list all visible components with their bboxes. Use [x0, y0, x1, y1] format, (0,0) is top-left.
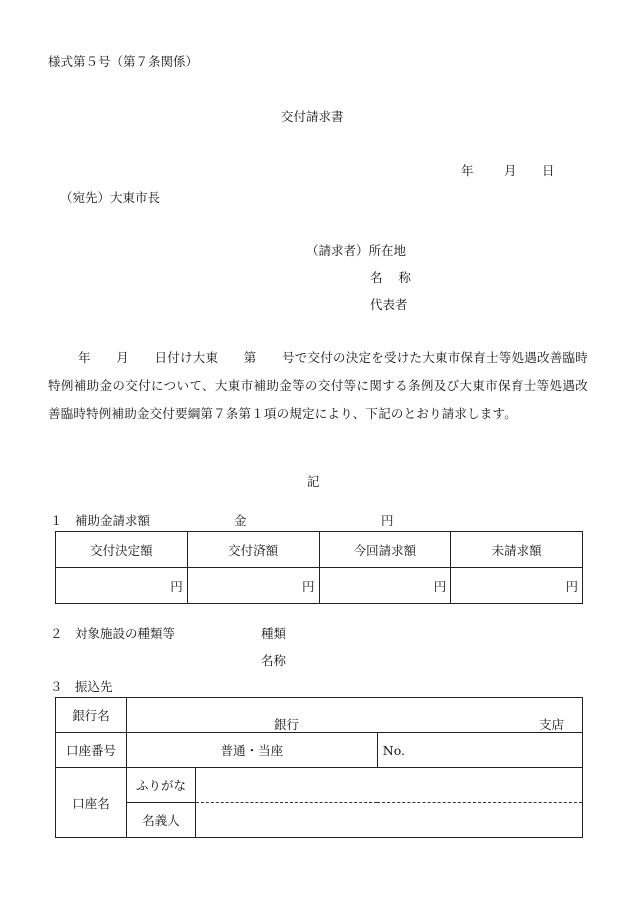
- addressee: （宛先）大東市長: [60, 190, 161, 205]
- bank-name-label: 銀行名: [56, 698, 127, 733]
- account-number-label: 口座番号: [56, 733, 127, 768]
- cell-unrequested[interactable]: 円: [451, 568, 583, 604]
- header-decided-amount: 交付決定額: [56, 532, 188, 568]
- requester-name-label: 名 称: [370, 270, 417, 285]
- requester-representative-label: 代表者: [370, 297, 408, 312]
- date-day: 日: [542, 163, 555, 178]
- body-paragraph: [48, 344, 588, 428]
- facility-kind-label: 種類: [261, 626, 287, 641]
- header-unrequested: 未請求額: [451, 532, 583, 568]
- section2-label: ２ 対象施設の種類等: [50, 626, 176, 641]
- cell-current-request[interactable]: 円: [319, 568, 451, 604]
- cell-decided-amount[interactable]: 円: [56, 568, 188, 604]
- requester-address-label: （請求者）所在地: [306, 243, 407, 258]
- date-year: 年: [461, 163, 474, 178]
- bank-table: [55, 697, 583, 838]
- form-number: 様式第５号（第７条関係）: [48, 54, 199, 69]
- ki-heading: 記: [307, 474, 320, 489]
- furigana-label: ふりがな: [127, 768, 196, 803]
- body-text: 年 月 日付け大東 第 号で交付の決定を受けた大東市保育士等処遇改善臨時特例補助金の交付について、大東市補助金等の交付等に関する条例及び大東市保育士等処遇改善臨時特例補助金交付要綱第７条第１項の規定により、下記のとおり請求します。: [48, 350, 588, 421]
- account-no-prefix: No.: [382, 742, 405, 758]
- bank-name-field[interactable]: [127, 698, 583, 733]
- account-name-label: 口座名: [56, 768, 127, 838]
- section1-kin: 金: [234, 513, 247, 528]
- section1-en: 円: [381, 513, 394, 528]
- header-paid-amount: 交付済額: [187, 532, 319, 568]
- header-current-request: 今回請求額: [319, 532, 451, 568]
- account-number-field[interactable]: [377, 733, 582, 768]
- section3-label: ３ 振込先: [50, 679, 113, 694]
- holder-label: 名義人: [127, 803, 196, 838]
- document-title: 交付請求書: [281, 109, 344, 124]
- bank-suffix: 銀行: [274, 717, 300, 732]
- facility-name-label: 名称: [261, 653, 287, 668]
- date-month: 月: [504, 163, 517, 178]
- cell-paid-amount[interactable]: 円: [187, 568, 319, 604]
- furigana-field[interactable]: [196, 768, 583, 803]
- amount-table: [55, 531, 583, 604]
- holder-field[interactable]: [196, 803, 583, 838]
- account-type[interactable]: 普通・当座: [127, 733, 378, 768]
- branch-suffix: 支店: [538, 717, 564, 732]
- section1-label: １ 補助金請求額: [50, 513, 151, 528]
